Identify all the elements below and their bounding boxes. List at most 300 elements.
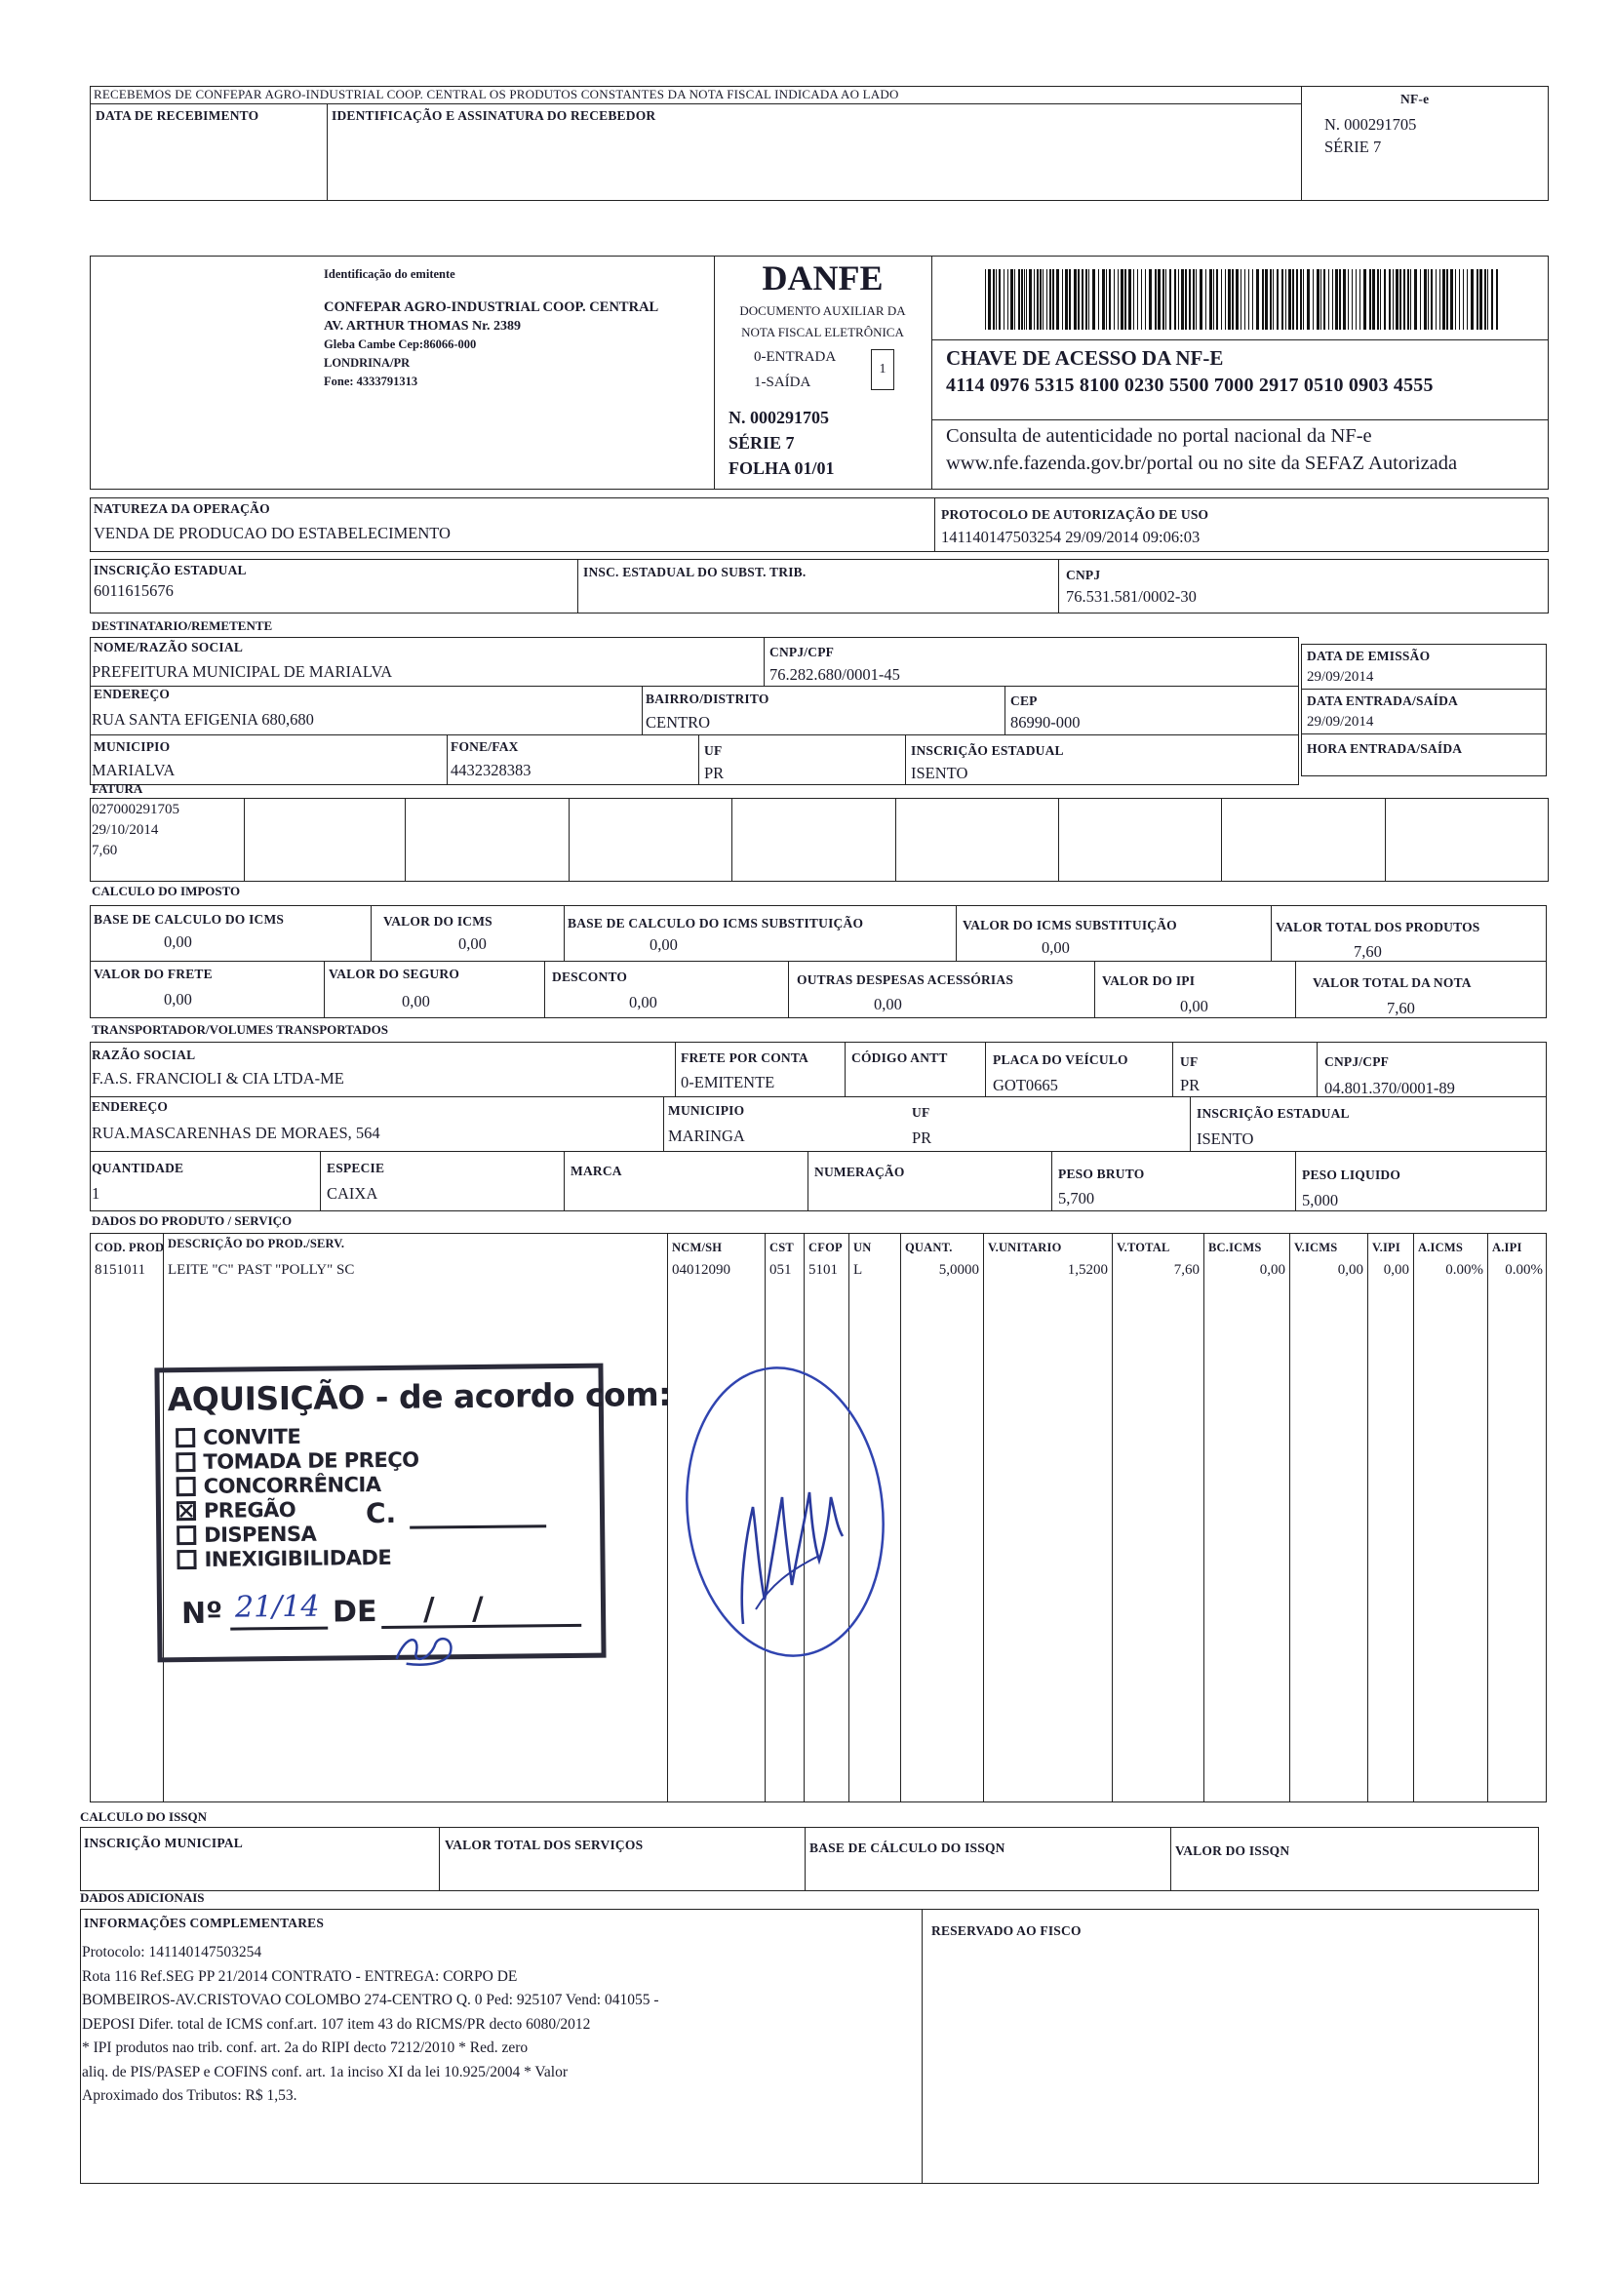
stamp-item (176, 1447, 418, 1475)
barcode-bar (1459, 269, 1460, 330)
info-line: BOMBEIROS-AV.CRISTOVAO COLOMBO 274-CENTRO Q. 0 Ped: 925107 Vend: 041055 - (82, 1992, 659, 2008)
produtos-cell: 5,0000 (938, 1262, 979, 1278)
dest-municipio: MARIALVA (92, 761, 176, 779)
barcode-bar (996, 269, 997, 330)
produtos-header: A.ICMS (1418, 1241, 1463, 1254)
barcode-bar (1145, 269, 1146, 330)
info-line: Protocolo: 141140147503254 (82, 1944, 262, 1960)
ipi: 0,00 (1180, 997, 1208, 1015)
transp-numeracao-label: NUMERAÇÃO (814, 1165, 905, 1179)
barcode-bar (1414, 269, 1417, 330)
barcode-bar (1431, 269, 1433, 330)
barcode-bar (1288, 269, 1291, 330)
produtos-header: CST (769, 1241, 794, 1254)
transp-uf2-label: UF (912, 1105, 930, 1120)
fatura-divider (405, 798, 406, 882)
barcode-bar (1300, 269, 1302, 330)
barcode-bar (1491, 269, 1493, 330)
barcode-bar (1442, 269, 1445, 330)
checkbox-icon (177, 1549, 196, 1568)
stamp-item (176, 1423, 418, 1450)
transp-frete-label: FRETE POR CONTA (681, 1050, 809, 1065)
cnpj-emitente-valor: 76.531.581/0002-30 (1066, 587, 1197, 606)
barcode-bar (1270, 269, 1272, 330)
dest-cep-label: CEP (1010, 693, 1038, 708)
emitente-nome: CONFEPAR AGRO-INDUSTRIAL COOP. CENTRAL (324, 299, 659, 315)
entrada-valor: 29/09/2014 (1307, 714, 1374, 730)
barcode-bar (1121, 269, 1123, 330)
barcode-bar (988, 269, 991, 330)
barcode-bar (1114, 269, 1115, 330)
produtos-cell: L (853, 1262, 863, 1278)
dest-fone-label: FONE/FAX (451, 739, 519, 754)
issqn-box (80, 1827, 1539, 1891)
transp-endereco: RUA.MASCARENHAS DE MORAES, 564 (92, 1124, 380, 1142)
stamp-title: AQUISIÇÃO - de acordo com: (167, 1374, 672, 1419)
barcode-bar (1049, 269, 1051, 330)
barcode-bar (1296, 269, 1298, 330)
valor-st-label: VALOR DO ICMS SUBSTITUIÇÃO (963, 918, 1177, 932)
barcode-bar (1285, 269, 1286, 330)
dest-bairro-label: BAIRRO/DISTRITO (646, 692, 769, 706)
barcode-bar (1193, 269, 1195, 330)
barcode-bar (1479, 269, 1482, 330)
chave-label: CHAVE DE ACESSO DA NF-E (946, 346, 1224, 370)
stamp-de: DE (332, 1595, 377, 1630)
produtos-col-divider (1487, 1233, 1488, 1802)
total-nota-label: VALOR TOTAL DA NOTA (1313, 975, 1472, 990)
transp-peso-bruto: 5,700 (1058, 1189, 1095, 1207)
barcode-bar (1313, 269, 1314, 330)
barcode-bar (1369, 269, 1371, 330)
barcode-bar (1455, 269, 1456, 330)
transp-uf-label: UF (1180, 1054, 1199, 1069)
aquisicao-stamp (154, 1364, 672, 1663)
emitente-block (324, 267, 658, 389)
barcode-bar (1149, 269, 1152, 330)
produtos-col-divider (1413, 1233, 1414, 1802)
adicionais-section: DADOS ADICIONAIS (80, 1890, 205, 1905)
transp-endereco-label: ENDEREÇO (92, 1099, 169, 1114)
stamp-item (177, 1472, 419, 1499)
barcode-bar (1029, 269, 1032, 330)
barcode-bar (1069, 269, 1071, 330)
dest-ie: ISENTO (911, 764, 968, 782)
barcode-bar (1396, 269, 1398, 330)
barcode-bar (1092, 269, 1095, 330)
barcode-bar (1248, 269, 1249, 330)
barcode-bar (1141, 269, 1142, 330)
fatura-divider (1385, 798, 1386, 882)
dest-cnpj: 76.282.680/0001-45 (769, 665, 900, 684)
issqn-section: CALCULO DO ISSQN (80, 1809, 208, 1824)
cnpj-emitente-label: CNPJ (1066, 568, 1101, 582)
barcode-bar (1124, 269, 1126, 330)
barcode-bar (1225, 269, 1226, 330)
hora-label: HORA ENTRADA/SAÍDA (1307, 741, 1463, 756)
checked-box-icon (177, 1500, 196, 1520)
emissao-valor: 29/09/2014 (1307, 669, 1374, 685)
transp-uf: PR (1180, 1076, 1201, 1094)
barcode-bar (985, 269, 986, 330)
barcode-bar (1137, 269, 1138, 330)
valor-icms: 0,00 (458, 934, 487, 953)
stamp-item-label: DISPENSA (204, 1522, 317, 1547)
transp-frete: 0-EMITENTE (681, 1073, 775, 1091)
barcode-bar (1196, 269, 1197, 330)
info-line: aliq. de PIS/PASEP e COFINS conf. art. 1a inciso XI da lei 10.925/2004 * Valor (82, 2063, 568, 2080)
produtos-header: UN (853, 1241, 872, 1254)
barcode-bar (1169, 269, 1171, 330)
consulta-linha1: Consulta de autenticidade no portal nacional da NF-e (946, 425, 1372, 447)
barcode-bar (1014, 269, 1015, 330)
issqn-base-label: BASE DE CÁLCULO DO ISSQN (809, 1841, 1005, 1855)
transp-placa: GOT0665 (993, 1076, 1058, 1094)
barcode-bar (1034, 269, 1035, 330)
barcode-bar (1228, 269, 1231, 330)
transp-municipio-label: MUNICIPIO (668, 1103, 745, 1118)
dest-municipio-label: MUNICIPIO (94, 739, 171, 754)
produtos-cell: 0,00 (1383, 1262, 1409, 1278)
stamp-c-line (410, 1524, 546, 1528)
barcode-bar (1323, 269, 1325, 330)
dest-cnpj-label: CNPJ/CPF (769, 645, 835, 659)
dest-endereco-label: ENDEREÇO (94, 687, 171, 701)
stamp-item-label: TOMADA DE PREÇO (203, 1447, 419, 1474)
danfe-numero: N. 000291705 (729, 408, 829, 427)
emitente-cidade: LONDRINA/PR (324, 356, 411, 370)
barcode-bar (1359, 269, 1360, 330)
barcode-bar (1236, 269, 1239, 330)
ie-valor: 6011615676 (94, 581, 174, 600)
signature (663, 1361, 897, 1663)
stamp-item (177, 1545, 419, 1572)
transp-especie-label: ESPECIE (327, 1161, 385, 1175)
barcode-bar (1389, 269, 1391, 330)
barcode-bar (1007, 269, 1008, 330)
barcode-bar (1040, 269, 1042, 330)
ipi-label: VALOR DO IPI (1102, 973, 1196, 988)
outras-label: OUTRAS DESPESAS ACESSÓRIAS (797, 972, 1014, 987)
barcode-bar (1062, 269, 1063, 330)
frete-label: VALOR DO FRETE (94, 967, 213, 981)
barcode-bar (1428, 269, 1429, 330)
stamp-date-slash2: / (471, 1589, 484, 1628)
barcode-bar (1407, 269, 1409, 330)
barcode-bar (1446, 269, 1448, 330)
barcode-bar (1133, 269, 1134, 330)
issqn-total-label: VALOR TOTAL DOS SERVIÇOS (445, 1838, 644, 1852)
barcode-bar (1209, 269, 1212, 330)
base-st-label: BASE DE CALCULO DO ICMS SUBSTITUIÇÃO (568, 916, 864, 930)
transp-cnpj-label: CNPJ/CPF (1324, 1054, 1390, 1069)
identificacao-recebedor-label: IDENTIFICAÇÃO E ASSINATURA DO RECEBEDOR (332, 108, 656, 123)
destinatario-section: DESTINATARIO/REMETENTE (92, 618, 273, 633)
produtos-col-divider (900, 1233, 901, 1802)
transportador-section: TRANSPORTADOR/VOLUMES TRANSPORTADOS (92, 1022, 389, 1037)
barcode-bar (1393, 269, 1394, 330)
fatura-divider (1221, 798, 1222, 882)
dest-nome: PREFEITURA MUNICIPAL DE MARIALVA (92, 662, 393, 681)
canhoto-numero: N. 000291705 (1324, 115, 1417, 134)
barcode-bar (1021, 269, 1023, 330)
barcode-bar (1307, 269, 1310, 330)
transp-peso-liquido: 5,000 (1302, 1191, 1339, 1209)
barcode-bar (1262, 269, 1264, 330)
produtos-header: NCM/SH (672, 1241, 723, 1254)
danfe-saida: 1-SAÍDA (754, 375, 811, 390)
outras: 0,00 (874, 995, 902, 1013)
barcode-bar (1343, 269, 1346, 330)
seguro-label: VALOR DO SEGURO (329, 967, 460, 981)
barcode-bar (1185, 269, 1187, 330)
valor-icms-label: VALOR DO ICMS (383, 914, 492, 929)
imposto-section: CALCULO DO IMPOSTO (92, 884, 241, 898)
stamp-initials (386, 1629, 474, 1669)
danfe-tipo-box: 1 (871, 349, 894, 390)
barcode-bar (1205, 269, 1206, 330)
transp-uf2: PR (912, 1128, 932, 1147)
transp-razao: F.A.S. FRANCIOLI & CIA LTDA-ME (92, 1069, 344, 1088)
dest-endereco: RUA SANTA EFIGENIA 680,680 (92, 710, 314, 729)
barcode-bar (1420, 269, 1421, 330)
stamp-item-label: PREGÃO (203, 1497, 296, 1523)
produtos-cell: 0,00 (1337, 1262, 1363, 1278)
emitente-fone: Fone: 4333791313 (324, 375, 418, 388)
entrada-label: DATA ENTRADA/SAÍDA (1307, 693, 1458, 708)
barcode-bar (1384, 269, 1386, 330)
produtos-header: V.TOTAL (1117, 1241, 1170, 1254)
info-label: INFORMAÇÕES COMPLEMENTARES (84, 1916, 325, 1930)
produtos-cell: 7,60 (1173, 1262, 1200, 1278)
canhoto-nfe-label: NF-e (1400, 92, 1430, 106)
barcode-bar (1178, 269, 1179, 330)
emitente-bairro: Gleba Cambe Cep:86066-000 (324, 337, 477, 351)
dest-uf: PR (704, 764, 725, 782)
produtos-header: CFOP (808, 1241, 843, 1254)
info-line: Rota 116 Ref.SEG PP 21/2014 CONTRATO - ENTREGA: CORPO DE (82, 1967, 518, 1985)
barcode-bar (1496, 269, 1498, 330)
info-line: Aproximado dos Tributos: R$ 1,53. (82, 2087, 297, 2104)
barcode-bar (1471, 269, 1474, 330)
fisco-label: RESERVADO AO FISCO (931, 1923, 1082, 1938)
produtos-col-divider (1112, 1233, 1113, 1802)
barcode-bar (1106, 269, 1107, 330)
emissao-label: DATA DE EMISSÃO (1307, 649, 1431, 663)
total-nota: 7,60 (1387, 999, 1415, 1017)
valor-st: 0,00 (1042, 938, 1070, 957)
barcode-bar (1439, 269, 1440, 330)
fatura-numero: 027000291705 (92, 802, 179, 817)
produtos-col-divider (1289, 1233, 1290, 1802)
stamp-numero-line (230, 1627, 328, 1631)
barcode-bar (1043, 269, 1044, 330)
total-produtos-label: VALOR TOTAL DOS PRODUTOS (1276, 920, 1480, 934)
produtos-cell: 04012090 (672, 1262, 730, 1278)
barcode-bar (1303, 269, 1304, 330)
dest-ie-label: INSCRIÇÃO ESTADUAL (911, 743, 1064, 758)
produtos-cell: 0.00% (1505, 1262, 1543, 1278)
transp-qtd: 1 (92, 1184, 100, 1203)
frete: 0,00 (164, 990, 192, 1009)
barcode-bar (1026, 269, 1027, 330)
barcode-bar (1339, 269, 1341, 330)
info-line: DEPOSI Difer. total de ICMS conf.art. 107 item 43 do RICMS/PR decto 6080/2012 (82, 2015, 591, 2033)
barcode-bar (1181, 269, 1184, 330)
barcode-bar (1155, 269, 1157, 330)
produtos-col-divider (1367, 1233, 1368, 1802)
desconto-label: DESCONTO (552, 970, 628, 984)
fatura-divider (569, 798, 570, 882)
protocolo-label: PROTOCOLO DE AUTORIZAÇÃO DE USO (941, 507, 1209, 522)
produtos-header: A.IPI (1492, 1241, 1522, 1254)
base-icms: 0,00 (164, 932, 192, 951)
consulta-linha2: www.nfe.fazenda.gov.br/portal ou no site da SEFAZ Autorizada (946, 453, 1458, 474)
barcode-bar (1082, 269, 1083, 330)
produtos-cell: 8151011 (95, 1262, 145, 1278)
transp-peso-bruto-label: PESO BRUTO (1058, 1167, 1145, 1181)
barcode-bar (1292, 269, 1294, 330)
barcode-bar (1450, 269, 1453, 330)
stamp-numero: 21/14 (234, 1589, 320, 1625)
fatura-section: FATURA (92, 781, 143, 796)
stamp-numero-prefix: Nº (180, 1596, 223, 1632)
produtos-cell: 0.00% (1445, 1262, 1483, 1278)
barcode-bar (1281, 269, 1283, 330)
barcode-bar (1484, 269, 1486, 330)
barcode-bar (1174, 269, 1176, 330)
barcode-bar (1200, 269, 1202, 330)
checkbox-icon (176, 1427, 195, 1446)
barcode-bar (1436, 269, 1437, 330)
produtos-header: BC.ICMS (1208, 1241, 1262, 1254)
barcode-bar (1018, 269, 1020, 330)
stamp-item-label: CONCORRÊNCIA (203, 1472, 381, 1498)
base-icms-label: BASE DE CALCULO DO ICMS (94, 912, 285, 927)
transp-municipio: MARINGA (668, 1127, 745, 1145)
barcode-bar (1056, 269, 1059, 330)
barcode-bar (1380, 269, 1381, 330)
info-text (82, 1941, 659, 2109)
produtos-header: V.UNITARIO (988, 1241, 1062, 1254)
barcode-bar (1085, 269, 1087, 330)
transp-ie: ISENTO (1197, 1129, 1254, 1148)
base-st: 0,00 (650, 935, 678, 954)
transp-razao-label: RAZÃO SOCIAL (92, 1048, 196, 1062)
barcode-bar (1335, 269, 1338, 330)
danfe-title: DANFE (762, 258, 884, 297)
stamp-c: C. (365, 1496, 397, 1530)
ie-st-label: INSC. ESTADUAL DO SUBST. TRIB. (583, 565, 807, 579)
transp-especie: CAIXA (327, 1184, 378, 1203)
produtos-header: DESCRIÇÃO DO PROD./SERV. (168, 1237, 345, 1250)
barcode-bar (1024, 269, 1025, 330)
barcode-bar (1320, 269, 1321, 330)
barcode-bar (1256, 269, 1259, 330)
barcode-bar (1189, 269, 1191, 330)
fatura-divider (244, 798, 245, 882)
barcode-bar (1162, 269, 1164, 330)
danfe-sub1: DOCUMENTO AUXILIAR DA (739, 303, 906, 318)
seguro: 0,00 (402, 992, 430, 1010)
produtos-header: QUANT. (905, 1241, 953, 1254)
transp-antt-label: CÓDIGO ANTT (851, 1050, 948, 1065)
natureza-label: NATUREZA DA OPERAÇÃO (94, 501, 270, 516)
barcode-bar (1477, 269, 1478, 330)
barcode-bar (1244, 269, 1245, 330)
dest-bairro: CENTRO (646, 713, 710, 732)
produtos-cell: 051 (769, 1262, 792, 1278)
ie-box (90, 559, 1549, 614)
checkbox-icon (177, 1476, 196, 1495)
produtos-cell: LEITE "C" PAST "POLLY" SC (168, 1262, 355, 1278)
transp-ie-label: INSCRIÇÃO ESTADUAL (1197, 1106, 1350, 1121)
dest-nome-label: NOME/RAZÃO SOCIAL (94, 640, 244, 654)
issqn-im-label: INSCRIÇÃO MUNICIPAL (84, 1836, 243, 1850)
produtos-cell: 0,00 (1259, 1262, 1285, 1278)
transp-qtd-label: QUANTIDADE (92, 1161, 184, 1175)
barcode-bar (1372, 269, 1375, 330)
dest-fone: 4432328383 (451, 761, 532, 779)
barcode-bar (1037, 269, 1039, 330)
barcode-bar (1088, 269, 1089, 330)
produtos-header: COD. PROD (95, 1241, 165, 1254)
transp-marca-label: MARCA (571, 1164, 622, 1178)
barcode-bar (1356, 269, 1357, 330)
barcode-bar (1487, 269, 1488, 330)
barcode-bar (1165, 269, 1166, 330)
emitente-endereco: AV. ARTHUR THOMAS Nr. 2389 (324, 319, 522, 334)
stamp-item-label: CONVITE (203, 1424, 301, 1449)
barcode-bar (1065, 269, 1068, 330)
barcode-bar (1128, 269, 1131, 330)
danfe-sub2: NOTA FISCAL ELETRÔNICA (741, 325, 904, 339)
barcode-bar (1265, 269, 1268, 330)
canhoto-recebemos: RECEBEMOS DE CONFEPAR AGRO-INDUSTRIAL COOP. CENTRAL OS PRODUTOS CONSTANTES DA NOTA FISCAL INDICADA AO LADO (94, 87, 899, 101)
barcode-bar (1410, 269, 1411, 330)
transp-peso-liquido-label: PESO LIQUIDO (1302, 1168, 1401, 1182)
danfe-entrada: 0-ENTRADA (754, 349, 837, 365)
barcode-bar (1252, 269, 1253, 330)
produtos-col-divider (1203, 1233, 1204, 1802)
protocolo-valor: 141140147503254 29/09/2014 09:06:03 (941, 528, 1201, 546)
fatura-vencimento: 29/10/2014 (92, 822, 159, 838)
barcode-bar (1467, 269, 1468, 330)
info-line: * IPI produtos nao trib. conf. art. 2a do RIPI decto 7212/2010 * Red. zero (82, 2039, 529, 2056)
checkbox-icon (177, 1524, 196, 1544)
dest-cep: 86990-000 (1010, 713, 1081, 732)
fatura-divider (1058, 798, 1059, 882)
danfe-folha: FOLHA 01/01 (729, 458, 835, 478)
barcode-bar (1221, 269, 1222, 330)
barcode-bar (1213, 269, 1214, 330)
barcode-bar (993, 269, 995, 330)
danfe-serie: SÉRIE 7 (729, 433, 795, 453)
barcode-bar (1377, 269, 1379, 330)
barcode-bar (1074, 269, 1077, 330)
canhoto-serie: SÉRIE 7 (1324, 138, 1382, 156)
checkbox-icon (176, 1451, 195, 1471)
dest-uf-label: UF (704, 743, 723, 758)
produtos-header: V.IPI (1372, 1241, 1400, 1254)
barcode-bar (1216, 269, 1218, 330)
barcode-bar (1363, 269, 1366, 330)
fatura-divider (895, 798, 896, 882)
transp-placa-label: PLACA DO VEÍCULO (993, 1052, 1128, 1067)
barcode-bar (1399, 269, 1401, 330)
barcode-bar (1317, 269, 1320, 330)
barcode-bar (1109, 269, 1111, 330)
